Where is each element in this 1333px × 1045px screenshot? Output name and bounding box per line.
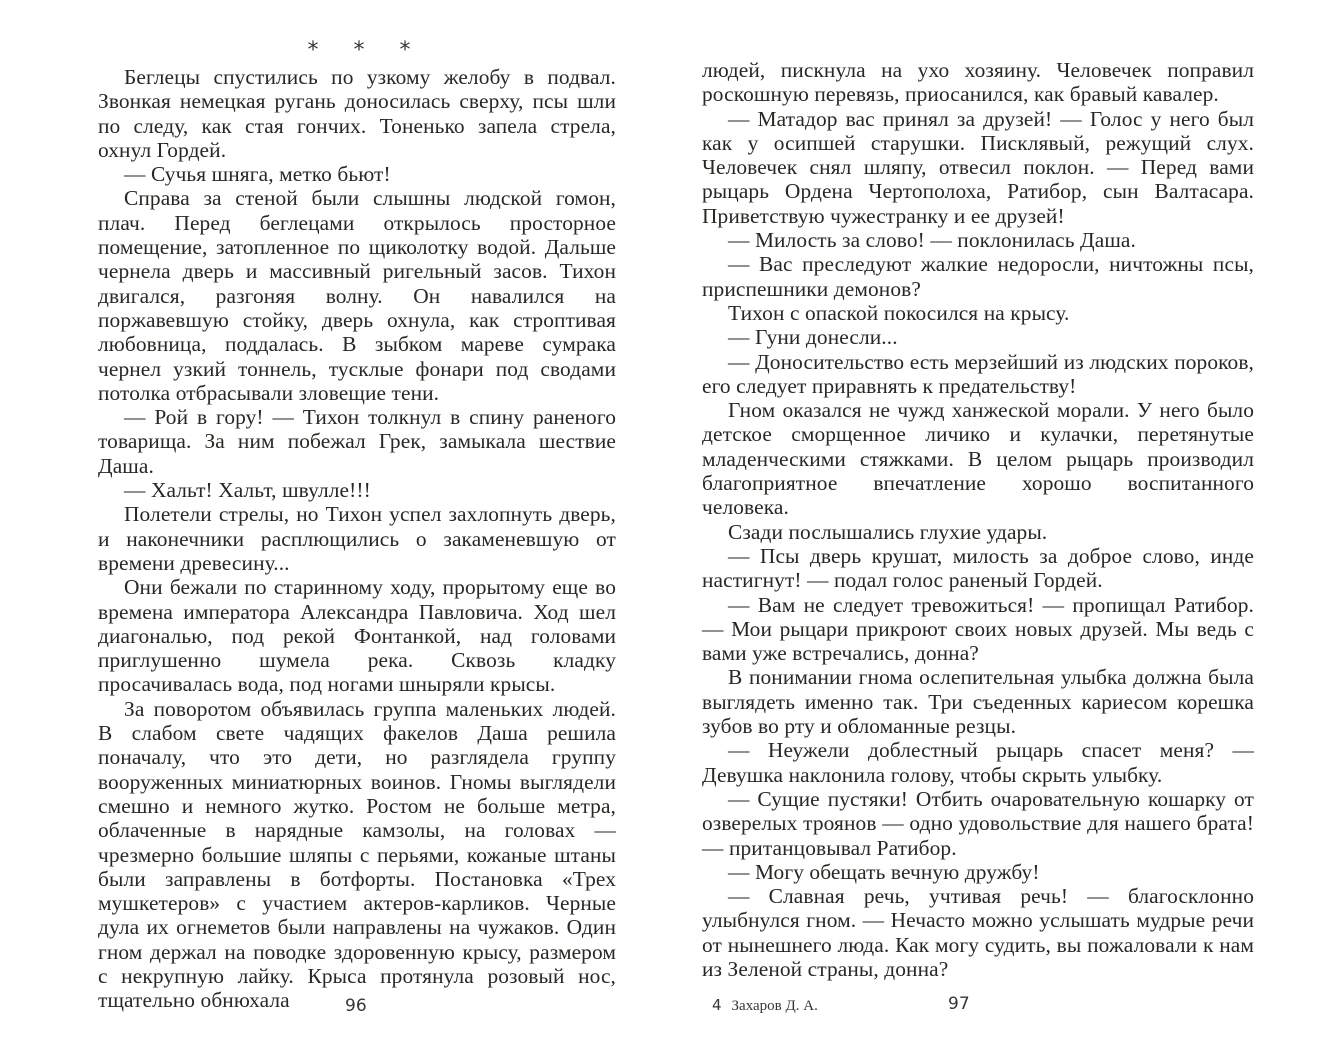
paragraph: — Могу обещать вечную дружбу! xyxy=(728,859,1040,884)
paragraph: — Доносительство есть мерзейший из людских пороков, его следует приравнять к предательству! xyxy=(702,349,1254,398)
paragraph: Справа за стеной были слышны людской гомон, плач. Перед беглецами открылось просторное помещение, затопленное по щиколотку водой. Дальше чернела дверь и массивный ригельный засов. Тихон двигался, разгоняя волну. Он навалился на поржавевшую стойку, дверь охнула, как строптивая любовница, поддалась. В зыбком мареве сумрака чернел узкий тоннель, тусклые фонари под сводами потолка отбрасывали зловещие тени. xyxy=(98,186,616,405)
paragraph: — Неужели доблестный рыцарь спасет меня? — Девушка наклонила голову, чтобы скрыть улыбку. xyxy=(702,738,1254,787)
paragraph: Беглецы спустились по узкому желобу в подвал. Звонкая немецкая ругань доносилась сверху, псы шли по следу, как стая гончих. Тоненько запела стрела, охнул Гордей. xyxy=(98,65,616,162)
paragraph: людей, пискнула на ухо хозяину. Человечек поправил роскошную перевязь, приосанился, как бравый кавалер. xyxy=(702,58,1254,107)
paragraph: Они бежали по старинному ходу, прорытому еще во времена императора Александра Павловича. Ход шел диагональю, под рекой Фонтанкой, над головами приглушенно шумела река. Сквозь кладку просачивалась вода, под ногами шныряли крысы. xyxy=(98,575,616,697)
paragraph: В понимании гнома ослепительная улыбка должна была выглядеть именно так. Три съеденных кариесом корешка зубов во рту и обломанные резцы. xyxy=(702,665,1254,739)
paragraph: — Сучья шняга, метко бьют! xyxy=(124,162,391,187)
paragraph: — Хальт! Хальт, швулле!!! xyxy=(124,478,371,503)
paragraph: Тихон с опаской покосился на крысу. xyxy=(728,300,1070,325)
signature-number: 4 xyxy=(712,996,722,1014)
right-page-text xyxy=(702,58,1254,981)
paragraph: — Матадор вас принял за друзей! — Голос у него был как у осипшей старушки. Писклявый, режущий слух. Человечек снял шляпу, отвесил поклон. — Перед вами рыцарь Ордена Чертополоха, Ратибор, сын Валтасара. Приветствую чужестранку и ее друзей! xyxy=(702,106,1254,228)
left-page-text xyxy=(98,40,616,1013)
paragraph: — Гуни донесли... xyxy=(728,325,898,350)
paragraph: — Славная речь, учтивая речь! — благосклонно улыбнулся гном. — Нечасто можно услышать мудрые речи от нынешнего люда. Как могу судить, вы пожаловали к нам из Зеленой страны, донна? xyxy=(702,884,1254,981)
printer-signature xyxy=(712,996,818,1015)
paragraph: — Рой в гору! — Тихон толкнул в спину раненого товарища. За ним побежал Грек, замыкала шествие Даша. xyxy=(98,405,616,478)
paragraph: Гном оказался не чужд ханжеской морали. У него было детское сморщенное личико и кулачки, перетянутые младенческими стяжками. В целом рыцарь производил благоприятное впечатление хорошо воспитанного человека. xyxy=(702,398,1254,520)
paragraph: — Сущие пустяки! Отбить очаровательную кошарку от озверелых троянов — одно удовольствие для нашего брата! — пританцовывал Ратибор. xyxy=(702,786,1254,860)
left-page xyxy=(0,0,666,1045)
paragraph: — Вам не следует тревожиться! — пропищал Ратибор. — Мои рыцари прикроют своих новых друзей. Мы ведь с вами уже встречались, донна? xyxy=(702,592,1254,666)
paragraph: — Псы дверь крушат, милость за доброе слово, инде настигнут! — подал голос раненый Гордей. xyxy=(702,543,1254,593)
right-page xyxy=(666,0,1333,1045)
paragraph: За поворотом объявилась группа маленьких людей. В слабом свете чадящих факелов Даша решила поначалу, что это дети, но разглядела группу вооруженных миниатюрных воинов. Гномы выглядели смешно и немного жутко. Ростом не больше метра, облаченные в нарядные камзолы, на головах — чрезмерно большие шляпы с перьями, кожаные штаны были заправлены в ботфорты. Постановка «Трех мушкетеров» с участием актеров-карликов. Черные дула их огнеметов были направлены на чужаков. Один гном держал на поводке здоровенную крысу, размером с некрупную лайку. Крыса протянула розовый нос, тщательно обнюхала xyxy=(98,696,616,1013)
scene-separator: * * * xyxy=(307,38,425,63)
signature-author: Захаров Д. А. xyxy=(731,998,818,1014)
paragraph: — Вас преследуют жалкие недоросли, ничтожны псы, приспешники демонов? xyxy=(702,252,1254,301)
page-number: 97 xyxy=(948,994,970,1014)
paragraph: — Милость за слово! — поклонилась Даша. xyxy=(728,228,1136,253)
page-number: 96 xyxy=(345,996,367,1016)
paragraph: Полетели стрелы, но Тихон успел захлопнуть дверь, и наконечники расплющились о закаменевшую от времени древесину... xyxy=(98,502,616,575)
paragraph: Сзади послышались глухие удары. xyxy=(728,519,1048,544)
